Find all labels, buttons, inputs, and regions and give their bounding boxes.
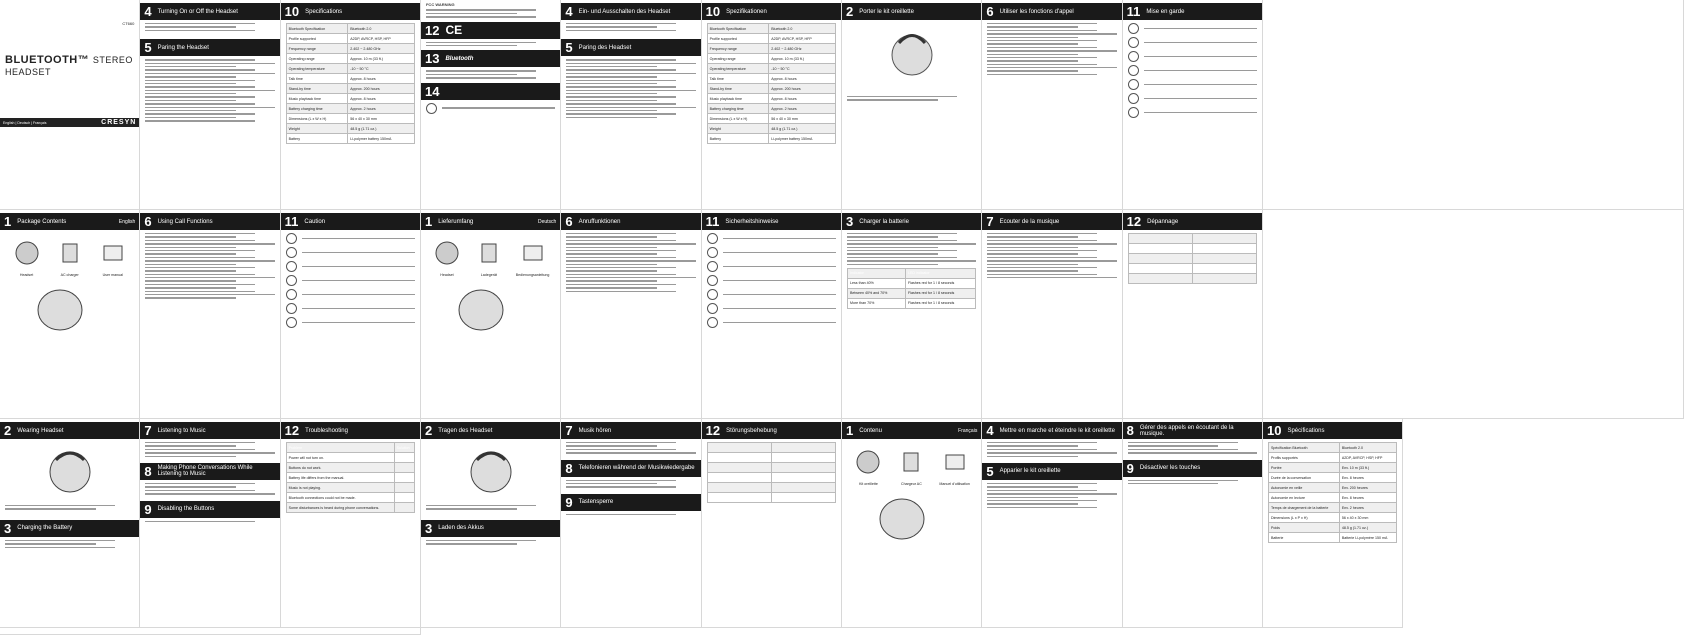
section-en-11 — [281, 210, 421, 419]
caution-icon — [286, 303, 297, 314]
section-de-1 — [421, 210, 561, 419]
section-de-2 — [421, 419, 561, 628]
table-cell: 48.5 g (1.71 oz.) — [348, 124, 415, 134]
section-fr-7 — [982, 210, 1122, 419]
table-row — [707, 114, 835, 124]
table-cell: Li-polymer battery 150mA — [769, 134, 836, 144]
section-fr-2 — [842, 0, 982, 210]
table-cell — [394, 453, 414, 463]
table-row — [286, 473, 414, 483]
table-row — [1268, 503, 1396, 513]
table-cell: Approx. 200 hours — [769, 84, 836, 94]
headset-wearing-illustration — [877, 23, 947, 93]
table-cell: Power will not turn on. — [286, 453, 394, 463]
table-cell: Dimensions (L x W x H) — [286, 114, 348, 124]
table-row — [707, 94, 835, 104]
section-header: 9 Désactiver les touches — [1123, 460, 1262, 477]
caution-icon — [707, 275, 718, 286]
table-cell: -10 ~ 50 °C — [348, 64, 415, 74]
section-en-2 — [0, 419, 140, 628]
table-cell: Profile supported — [286, 34, 348, 44]
table-cell — [394, 493, 414, 503]
table-row — [1268, 513, 1396, 523]
table-row — [1268, 533, 1396, 543]
table-cell: Portée — [1268, 463, 1339, 473]
table-cell: Music playback time — [707, 94, 769, 104]
table-cell: 48.5 g (1.71 oz.) — [1339, 523, 1396, 533]
table-cell: Autonomie en lecture — [1268, 493, 1339, 503]
table-cell: Approx. 10 m (33 ft.) — [769, 54, 836, 64]
table-cell: Batterie Li-polymère 150 mA — [1339, 533, 1396, 543]
table-cell: Music is not playing. — [286, 483, 394, 493]
section-header: 12 Dépannage — [1123, 213, 1262, 230]
section-header: 11 Caution — [281, 213, 420, 230]
section-fr-11 — [1123, 0, 1263, 210]
table-cell: Autonomie en veille — [1268, 483, 1339, 493]
troubleshoot-table-fr — [1128, 233, 1257, 284]
headset-icon — [853, 447, 883, 477]
table-cell: Env. 8 heures — [1339, 473, 1396, 483]
table-row — [707, 54, 835, 64]
table-cell: Poids — [1268, 523, 1339, 533]
table-cell: A2DP, AVRCP, HSP, HFP — [348, 34, 415, 44]
table-row — [286, 84, 414, 94]
table-cell: Battery life differs from the manual. — [286, 473, 394, 483]
table-cell: Frequency range — [707, 44, 769, 54]
section-header: 8 Gérer des appels en écoutant de la musique. — [1123, 422, 1262, 439]
table-row — [286, 44, 414, 54]
caution-icon — [707, 317, 718, 328]
section-header: 1 Lieferumfang Deutsch — [421, 213, 560, 230]
section-de-11 — [702, 210, 842, 419]
table-row — [286, 74, 414, 84]
caution-icon — [286, 289, 297, 300]
table-row — [1268, 463, 1396, 473]
section-header: 12 Störungsbehebung — [702, 422, 841, 439]
table-row — [847, 278, 975, 288]
section-header: 5 Paring des Headset — [561, 39, 700, 56]
table-cell — [394, 483, 414, 493]
headset-diagram — [446, 280, 536, 340]
caution-icon — [1128, 107, 1139, 118]
manual-icon — [940, 447, 970, 477]
section-header: 5 Apparier le kit oreillette — [982, 463, 1121, 480]
blank-area — [0, 628, 421, 635]
table-cell: Operating temperature — [286, 64, 348, 74]
section-header: 8 Telefonieren während der Musikwiedergabe — [561, 460, 700, 477]
section-header: 7 Ecouter de la musique — [982, 213, 1121, 230]
table-cell: Approx. 8 hours — [769, 74, 836, 84]
section-header: 10 Spezifikationen — [702, 3, 841, 20]
section-header: 6 Using Call Functions — [140, 213, 279, 230]
table-cell: Li-polymer battery 150mA — [348, 134, 415, 144]
table-row — [1268, 523, 1396, 533]
table-cell: Operating range — [707, 54, 769, 64]
section-header: 7 Musik hören — [561, 422, 700, 439]
caution-icon — [286, 317, 297, 328]
table-row — [286, 54, 414, 64]
table-cell: Battery — [286, 134, 348, 144]
table-row — [286, 453, 414, 463]
table-cell: 56 x 40 x 30 mm — [1339, 513, 1396, 523]
package-items: Kit oreillette Chargeur AC Manuel d'utilisation — [847, 447, 976, 486]
table-cell: Talk time — [707, 74, 769, 84]
headset-icon — [12, 238, 42, 268]
table-cell: Approx. 8 hours — [348, 74, 415, 84]
table-row — [286, 134, 414, 144]
table-cell: -10 ~ 50 °C — [769, 64, 836, 74]
table-row — [286, 104, 414, 114]
table-cell: Battery charging time — [707, 104, 769, 114]
section-header: 11 Mise en garde — [1123, 3, 1262, 20]
section-header: 6 Anruffunktionen — [561, 213, 700, 230]
headset-diagram — [25, 280, 115, 340]
table-row — [1268, 453, 1396, 463]
table-cell: Talk time — [286, 74, 348, 84]
table-cell: Stand-by time — [707, 84, 769, 94]
table-header — [847, 268, 975, 278]
product-title: BLUETOOTH™ STEREO HEADSET — [5, 54, 133, 77]
table-cell: Bluetooth Specification — [707, 24, 769, 34]
section-header: 5 Paring the Headset — [140, 39, 279, 56]
table-cell: Flashes red for 1 / 8 seconds — [906, 298, 976, 308]
troubleshoot-table-en — [286, 442, 415, 513]
caution-icon — [707, 247, 718, 258]
caution-icon — [1128, 65, 1139, 76]
section-header: 6 Utiliser les fonctions d'appel — [982, 3, 1121, 20]
table-cell: Bluetooth 2.0 — [769, 24, 836, 34]
table-row — [286, 34, 414, 44]
section-header: 14 — [421, 83, 560, 100]
wearing-illustration — [451, 442, 531, 502]
table-row — [1268, 473, 1396, 483]
caution-icon — [286, 233, 297, 244]
table-row — [707, 104, 835, 114]
table-header — [286, 443, 414, 453]
table-cell: Durée de la conversation — [1268, 473, 1339, 483]
caution-icon — [1128, 93, 1139, 104]
table-cell: Approx. 10 m (33 ft.) — [348, 54, 415, 64]
caution-icon — [707, 303, 718, 314]
table-cell: Frequency range — [286, 44, 348, 54]
table-cell: Buttons do not work. — [286, 463, 394, 473]
cover-panel — [0, 0, 140, 210]
section-header: 9 Disabling the Buttons — [140, 501, 279, 518]
table-cell: Env. 10 m (33 ft.) — [1339, 463, 1396, 473]
specs-table-de — [707, 23, 836, 144]
section-en-7 — [140, 419, 280, 628]
table-cell: Temps de chargement de la batterie — [1268, 503, 1339, 513]
table-cell: Env. 200 heures — [1339, 483, 1396, 493]
caution-icon — [707, 261, 718, 272]
table-row — [707, 44, 835, 54]
table-cell — [394, 503, 414, 513]
manual-icon — [98, 238, 128, 268]
caution-icon — [286, 261, 297, 272]
section-header: 3 Charging the Battery — [0, 520, 139, 537]
section-de-7 — [561, 419, 701, 628]
caution-icon — [707, 233, 718, 244]
table-cell — [394, 463, 414, 473]
model-number: CT660 — [122, 21, 135, 26]
table-cell: Approx. 200 hours — [348, 84, 415, 94]
section-header: 4 Turning On or Off the Headset — [140, 3, 279, 20]
section-de-6 — [561, 210, 701, 419]
table-row — [286, 124, 414, 134]
table-cell: Approx. 2 hours — [348, 104, 415, 114]
manual-icon — [518, 238, 548, 268]
charger-icon — [55, 238, 85, 268]
table-cell: Music playback time — [286, 94, 348, 104]
header-cell: Solution — [394, 443, 414, 453]
table-cell: Less than 40% — [847, 278, 905, 288]
table-cell: Weight — [286, 124, 348, 134]
table-row — [286, 114, 414, 124]
table-cell: Stand-by time — [286, 84, 348, 94]
table-cell: Batterie — [1268, 533, 1339, 543]
section-en-1 — [0, 210, 140, 419]
table-row — [847, 288, 975, 298]
table-row — [707, 64, 835, 74]
table-cell: A2DP, AVRCP, HSP, HFP — [769, 34, 836, 44]
weee-bin-icon — [426, 103, 437, 114]
table-cell: Env. 8 heures — [1339, 493, 1396, 503]
wearing-illustration — [30, 442, 110, 502]
table-cell: Weight — [707, 124, 769, 134]
table-cell: Flashes red for 1 / 8 seconds — [906, 278, 976, 288]
table-row — [286, 463, 414, 473]
charger-icon — [474, 238, 504, 268]
section-header: 3 Charger la batterie — [842, 213, 981, 230]
section-header: 2 Porter le kit oreillette — [842, 3, 981, 20]
table-row — [286, 503, 414, 513]
blank-area — [1263, 210, 1684, 419]
section-en-12 — [281, 419, 421, 628]
section-fr-3 — [842, 210, 982, 419]
table-cell: Profils supportés — [1268, 453, 1339, 463]
caution-icon — [1128, 79, 1139, 90]
table-row — [707, 134, 835, 144]
section-header: 4 Mettre en marche et éteindre le kit oreillette — [982, 422, 1121, 439]
section-header: 2 Tragen des Headset — [421, 422, 560, 439]
table-row — [1268, 493, 1396, 503]
section-header: 12 Troubleshooting — [281, 422, 420, 439]
section-header: 10 Spécifications — [1263, 422, 1402, 439]
caution-icon — [1128, 37, 1139, 48]
package-items: Headset Ladegerät Bedienungsanleitung — [426, 238, 555, 277]
headset-diagram — [867, 489, 957, 549]
table-cell: Some disturbances is heard during phone conversations. — [286, 503, 394, 513]
table-cell: Bluetooth Specification — [286, 24, 348, 34]
table-cell: A2DP, AVRCP, HSP, HFP — [1339, 453, 1396, 463]
regulatory-panel — [421, 0, 561, 210]
charger-icon — [896, 447, 926, 477]
table-row — [707, 34, 835, 44]
table-cell: 56 x 40 x 30 mm — [769, 114, 836, 124]
language-bar: English | Deutsch | Français CRESYN — [0, 118, 139, 127]
section-en-4 — [140, 0, 280, 210]
table-row — [707, 24, 835, 34]
section-fr-6 — [982, 0, 1122, 210]
table-cell: Dimensions (L x W x H) — [707, 114, 769, 124]
table-cell: Spécification Bluetooth — [1268, 443, 1339, 453]
table-cell: 56 x 40 x 30 mm — [348, 114, 415, 124]
section-en-6 — [140, 210, 280, 419]
table-row — [1268, 443, 1396, 453]
section-header: 10 Specifications — [281, 3, 420, 20]
section-fr-8 — [1123, 419, 1263, 628]
table-cell: Env. 2 heures — [1339, 503, 1396, 513]
section-header: 1 Contenu Français — [842, 422, 981, 439]
header-cell: Problem — [286, 443, 394, 453]
caution-icon — [707, 289, 718, 300]
table-cell: Dimensions (L x P x H) — [1268, 513, 1339, 523]
section-header: 4 Ein- und Ausschalten des Headset — [561, 3, 700, 20]
table-row — [707, 124, 835, 134]
section-header: 9 Tastensperre — [561, 494, 700, 511]
table-cell: Battery charging time — [286, 104, 348, 114]
led-table-fr — [847, 268, 976, 309]
table-cell: Profile supported — [707, 34, 769, 44]
section-header: 8 Making Phone Conversations While Listening to Music — [140, 463, 279, 480]
table-cell: Approx. 8 hours — [348, 94, 415, 104]
table-cell: 2.402 ~ 2.480 GHz — [348, 44, 415, 54]
section-de-12 — [702, 419, 842, 628]
section-fr-12 — [1123, 210, 1263, 419]
table-cell: Operating range — [286, 54, 348, 64]
headset-icon — [432, 238, 462, 268]
table-row — [286, 64, 414, 74]
table-cell: Flashes red for 1 / 8 seconds — [906, 288, 976, 298]
table-row — [847, 298, 975, 308]
table-cell — [394, 473, 414, 483]
table-row — [286, 493, 414, 503]
table-cell: Approx. 2 hours — [769, 104, 836, 114]
table-cell: Approx. 8 hours — [769, 94, 836, 104]
table-row — [1268, 483, 1396, 493]
section-de-4 — [561, 0, 701, 210]
table-row — [286, 24, 414, 34]
table-cell: Operating temperature — [707, 64, 769, 74]
table-cell: Between 40% and 70% — [847, 288, 905, 298]
caution-icon — [286, 275, 297, 286]
table-cell: Bluetooth 2.0 — [1339, 443, 1396, 453]
section-header: 2 Wearing Headset — [0, 422, 139, 439]
specs-table-fr — [1268, 442, 1397, 543]
specs-de-panel — [702, 0, 842, 210]
table-cell: Bluetooth connections could not be made. — [286, 493, 394, 503]
fcc-title: FCC WARNING — [425, 2, 455, 7]
table-row — [707, 74, 835, 84]
section-fr-4 — [982, 419, 1122, 628]
section-header: 7 Listening to Music — [140, 422, 279, 439]
header-cell: LED indicator — [906, 268, 976, 278]
section-header: 3 Laden des Akkus — [421, 520, 560, 537]
specs-en-panel — [281, 0, 421, 210]
caution-icon — [1128, 51, 1139, 62]
table-cell: Battery — [707, 134, 769, 144]
section-header: 12 CE — [421, 22, 560, 39]
table-row — [707, 84, 835, 94]
section-header: 1 Package Contents English — [0, 213, 139, 230]
blank-area — [1263, 0, 1684, 210]
table-row — [286, 94, 414, 104]
table-cell: 2.402 ~ 2.480 GHz — [769, 44, 836, 54]
caution-icon — [1128, 23, 1139, 34]
table-cell: Bluetooth 2.0 — [348, 24, 415, 34]
table-row — [286, 483, 414, 493]
troubleshoot-table-de — [707, 442, 836, 503]
section-fr-1 — [842, 419, 982, 628]
table-cell: More than 70% — [847, 298, 905, 308]
caution-icon — [286, 247, 297, 258]
specs-fr-panel — [1263, 419, 1403, 628]
specs-table-en — [286, 23, 415, 144]
table-cell: 48.5 g (1.71 oz.) — [769, 124, 836, 134]
section-header: 11 Sicherheitshinweise — [702, 213, 841, 230]
section-header: 13 Bluetooth — [421, 50, 560, 67]
cresyn-logo: CRESYN — [101, 119, 137, 126]
header-cell: Indicator — [847, 268, 905, 278]
package-items: Headset AC charger User manual — [5, 238, 134, 277]
